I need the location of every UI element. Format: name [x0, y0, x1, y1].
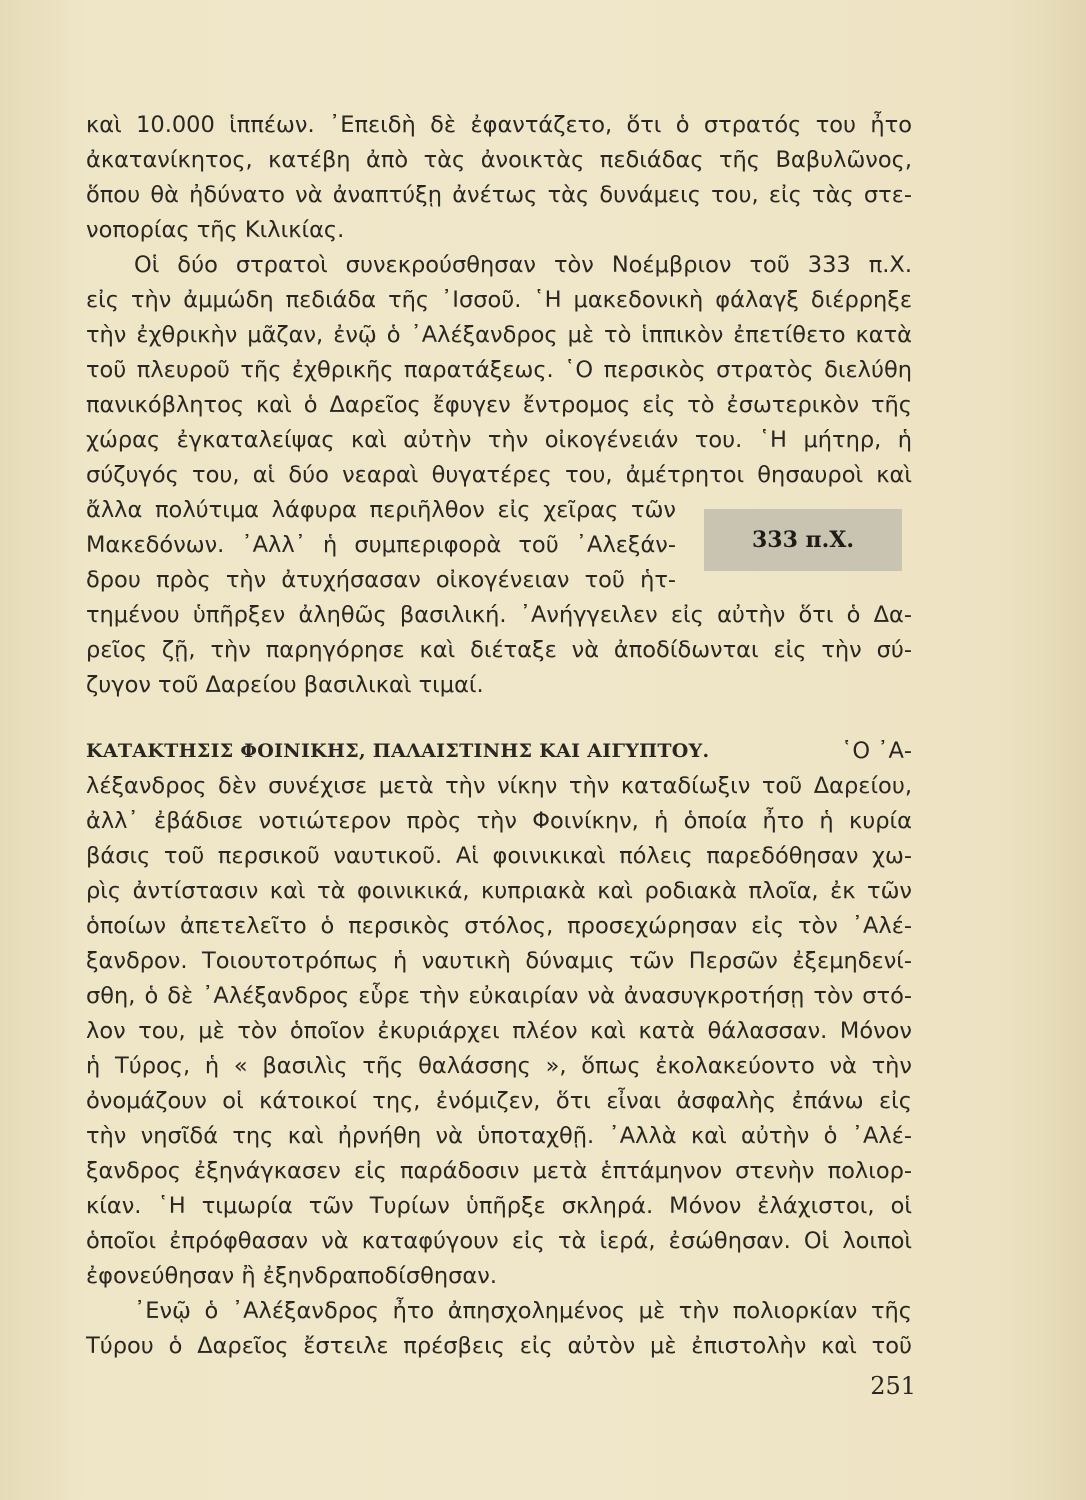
- text-line: ρὶς ἀντίστασιν καὶ τὰ φοινικικά, κυπριακὰ καὶ ροδιακὰ πλοῖα, ἐκ τῶν: [86, 878, 912, 904]
- text-line: χώρας ἐγκαταλείψας καὶ αὐτὴν τὴν οἰκογένειάν του. ῾Η μήτηρ, ἡ: [86, 427, 912, 453]
- text-line: λέξανδρος δὲν συνέχισε μετὰ τὴν νίκην τὴν καταδίωξιν τοῦ Δαρείου,: [86, 773, 912, 799]
- text-fragment: ῾Ο ᾿Α-: [841, 738, 912, 764]
- text-line: ἡ Τύρος, ἡ « βασιλὶς τῆς θαλάσσης », ὅπως ἐκολακεύοντο νὰ τὴν: [86, 1053, 912, 1079]
- text-line: ρεῖος ζῇ, τὴν παρηγόρησε καὶ διέταξε νὰ ἀποδίδωνται εἰς τὴν σύ-: [86, 637, 912, 663]
- text-line: καὶ 10.000 ἱππέων. ᾿Επειδὴ δὲ ἐφαντάζετο, ὅτι ὁ στρατός του ἦτο: [86, 112, 912, 138]
- text-line: ὁποῖοι ἐπρόφθασαν νὰ καταφύγουν εἰς τὰ ἱερά, ἐσώθησαν. Οἱ λοιποὶ: [86, 1228, 912, 1254]
- text-line: νοπορίας τῆς Κιλικίας.: [86, 217, 345, 243]
- page-number: 251: [870, 1372, 916, 1400]
- text-line: Μακεδόνων. ᾿Αλλ᾿ ἡ συμπεριφορὰ τοῦ ᾿Αλεξάν-: [86, 532, 676, 558]
- text-line: τοῦ πλευροῦ τῆς ἐχθρικῆς παρατάξεως. ῾Ο περσικὸς στρατὸς διελύθη: [86, 357, 912, 383]
- text-line: δρου πρὸς τὴν ἀτυχήσασαν οἰκογένειαν τοῦ ἡτ-: [86, 567, 676, 593]
- text-line: ᾿Ενῷ ὁ ᾿Αλέξανδρος ἦτο ἀπησχολημένος μὲ τὴν πολιορκίαν τῆς: [134, 1298, 912, 1324]
- text-line: κίαν. ῾Η τιμωρία τῶν Τυρίων ὑπῆρξε σκληρά. Μόνον ἐλάχιστοι, οἱ: [86, 1193, 912, 1219]
- text-line: τὴν ἐχθρικὴν μᾶζαν, ἐνῷ ὁ ᾿Αλέξανδρος μὲ τὸ ἱππικὸν ἐπετίθετο κατὰ: [86, 322, 912, 348]
- text-line: ὀνομάζουν οἱ κάτοικοί της, ἐνόμιζεν, ὅτι εἶναι ἀσφαλὴς ἐπάνω εἰς: [86, 1088, 912, 1114]
- text-line: εἰς τὴν ἀμμώδη πεδιάδα τῆς ᾿Ισσοῦ. ῾Η μακεδονικὴ φάλαγξ διέρρηξε: [86, 287, 912, 313]
- text-line: τὴν νησῖδά της καὶ ἠρνήθη νὰ ὑποταχθῇ. ᾿Αλλὰ καὶ αὐτὴν ὁ ᾿Αλέ-: [86, 1123, 912, 1149]
- text-line: ἐφονεύθησαν ἢ ἐξηνδραποδίσθησαν.: [86, 1263, 497, 1289]
- text-line: βάσις τοῦ περσικοῦ ναυτικοῦ. Αἱ φοινικικαὶ πόλεις παρεδόθησαν χω-: [86, 843, 912, 869]
- text-line: λον του, μὲ τὸν ὁποῖον ἐκυριάρχει πλέον καὶ κατὰ θάλασσαν. Μόνον: [86, 1018, 912, 1044]
- text-line: πανικόβλητος καὶ ὁ Δαρεῖος ἔφυγεν ἔντρομος εἰς τὸ ἐσωτερικὸν τῆς: [86, 392, 912, 418]
- text-line: ὅπου θὰ ἠδύνατο νὰ ἀναπτύξῃ ἀνέτως τὰς δυνάμεις του, εἰς τὰς στε-: [86, 182, 912, 208]
- text-line: ζυγον τοῦ Δαρείου βασιλικαὶ τιμαί.: [86, 672, 484, 698]
- text-line: σθη, ὁ δὲ ᾿Αλέξανδρος εὗρε τὴν εὐκαιρίαν νὰ ἀνασυγκροτήσῃ τὸν στό-: [86, 983, 912, 1009]
- text-line: τημένου ὑπῆρξεν ἀληθῶς βασιλική. ᾿Ανήγγειλεν εἰς αὐτὴν ὅτι ὁ Δα-: [86, 602, 912, 628]
- text-line: ἀλλ᾿ ἐβάδισε νοτιώτερον πρὸς τὴν Φοινίκην, ἡ ὁποία ἦτο ἡ κυρία: [86, 808, 912, 834]
- text-line: ἄλλα πολύτιμα λάφυρα περιῆλθον εἰς χεῖρας τῶν: [86, 497, 676, 523]
- text-line: Οἱ δύο στρατοὶ συνεκρούσθησαν τὸν Νοέμβριον τοῦ 333 π.Χ.: [134, 252, 912, 278]
- heading-line: [86, 734, 912, 768]
- text-line: ξανδρον. Τοιουτοτρόπως ἡ ναυτικὴ δύναμις τῶν Περσῶν ἐξεμηδενί-: [86, 948, 912, 974]
- text-line: Τύρου ὁ Δαρεῖος ἔστειλε πρέσβεις εἰς αὐτὸν μὲ ἐπιστολὴν καὶ τοῦ: [86, 1333, 912, 1359]
- text-line: ὁποίων ἀπετελεῖτο ὁ περσικὸς στόλος, προσεχώρησαν εἰς τὸν ᾿Αλέ-: [86, 913, 912, 939]
- text-line: ξανδρος ἐξηνάγκασεν εἰς παράδοσιν μετὰ ἑπτάμηνον στενὴν πολιορ-: [86, 1158, 912, 1184]
- date-sidenote: 333 π.Χ.: [704, 509, 902, 571]
- text-line: σύζυγός του, αἱ δύο νεαραὶ θυγατέρες του, ἀμέτρητοι θησαυροὶ καὶ: [86, 462, 912, 488]
- section-heading: ΚΑΤΑΚΤΗΣΙΣ ΦΟΙΝΙΚΗΣ, ΠΑΛΑΙΣΤΙΝΗΣ ΚΑΙ ΑΙΓΥΠΤΟΥ.: [86, 740, 710, 762]
- text-line: ἀκατανίκητος, κατέβη ἀπὸ τὰς ἀνοικτὰς πεδιάδας τῆς Βαβυλῶνος,: [86, 147, 912, 173]
